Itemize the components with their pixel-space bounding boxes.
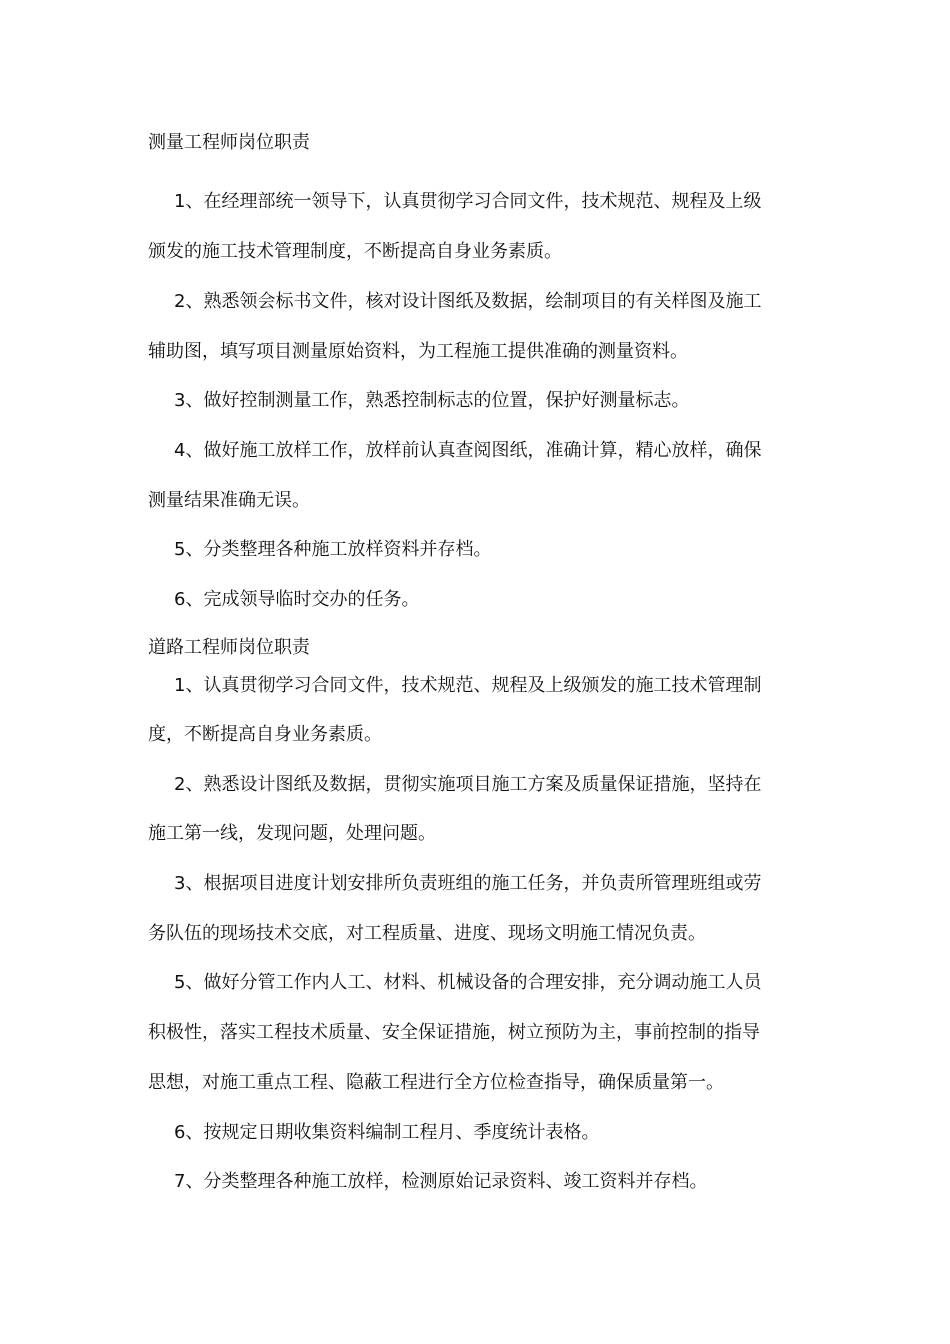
road-duty-5-line-2: 积极性，落实工程技术质量、安全保证措施，树立预防为主，事前控制的指导 <box>148 1022 760 1043</box>
survey-duty-2-line-1: 2、熟悉领会标书文件，核对设计图纸及数据，绘制项目的有关样图及施工 <box>174 291 762 312</box>
survey-duty-1-line-1: 1、在经理部统一领导下，认真贯彻学习合同文件，技术规范、规程及上级 <box>174 191 762 212</box>
survey-duty-2-line-2: 辅助图，填写项目测量原始资料，为工程施工提供准确的测量资料。 <box>148 341 688 362</box>
survey-duty-6: 6、完成领导临时交办的任务。 <box>174 589 420 610</box>
road-duty-5-line-3: 思想，对施工重点工程、隐蔽工程进行全方位检查指导，确保质量第一。 <box>148 1072 724 1093</box>
road-duty-2-line-2: 施工第一线，发现问题，处理问题。 <box>148 823 436 844</box>
survey-duty-5: 5、分类整理各种施工放样资料并存档。 <box>174 539 492 560</box>
document-page <box>148 0 808 1344</box>
road-duty-6: 6、按规定日期收集资料编制工程月、季度统计表格。 <box>174 1122 600 1143</box>
survey-duty-1-line-2: 颁发的施工技术管理制度，不断提高自身业务素质。 <box>148 241 562 262</box>
section-heading-road-engineer: 道路工程师岗位职责 <box>148 637 310 658</box>
road-duty-5-line-1: 5、做好分管工作内人工、材料、机械设备的合理安排，充分调动施工人员 <box>174 972 762 993</box>
survey-duty-3: 3、做好控制测量工作，熟悉控制标志的位置，保护好测量标志。 <box>174 390 690 411</box>
road-duty-7: 7、分类整理各种施工放样，检测原始记录资料、竣工资料并存档。 <box>174 1171 708 1192</box>
section-heading-survey-engineer: 测量工程师岗位职责 <box>148 132 310 153</box>
road-duty-3-line-2: 务队伍的现场技术交底，对工程质量、进度、现场文明施工情况负责。 <box>148 923 706 944</box>
road-duty-2-line-1: 2、熟悉设计图纸及数据，贯彻实施项目施工方案及质量保证措施，坚持在 <box>174 774 762 795</box>
survey-duty-4-line-2: 测量结果准确无误。 <box>148 490 310 511</box>
road-duty-1-line-2: 度，不断提高自身业务素质。 <box>148 724 382 745</box>
road-duty-3-line-1: 3、根据项目进度计划安排所负责班组的施工任务，并负责所管理班组或劳 <box>174 873 762 894</box>
survey-duty-4-line-1: 4、做好施工放样工作，放样前认真查阅图纸，准确计算，精心放样，确保 <box>174 440 762 461</box>
road-duty-1-line-1: 1、认真贯彻学习合同文件，技术规范、规程及上级颁发的施工技术管理制 <box>174 675 762 696</box>
